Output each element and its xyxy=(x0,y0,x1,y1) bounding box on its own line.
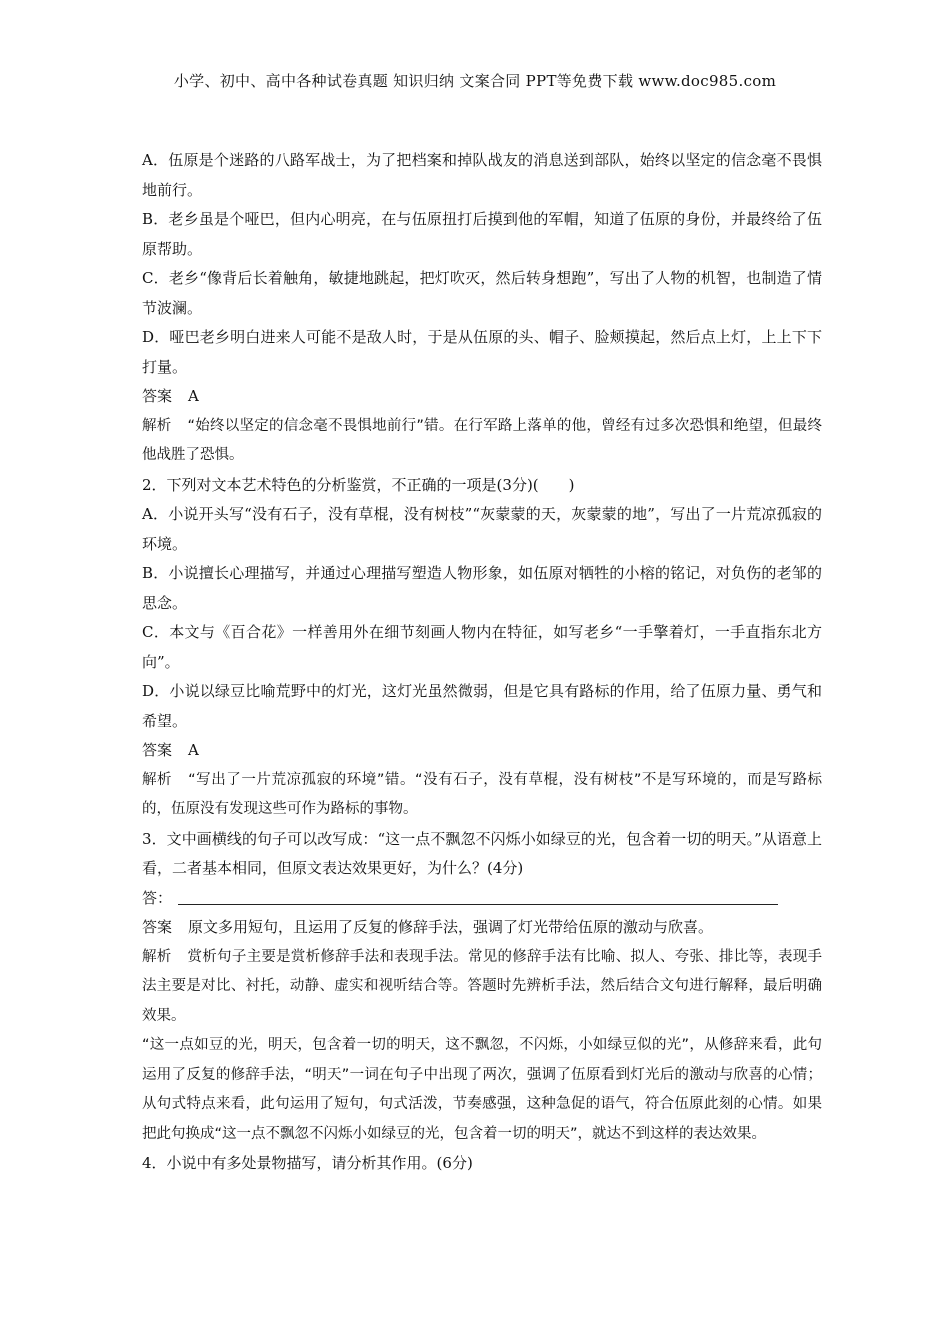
q2-answer xyxy=(142,736,822,766)
q3-answer-blank xyxy=(142,884,822,914)
analysis-label: 解析 xyxy=(142,948,172,965)
document-body xyxy=(142,146,822,1179)
q3-answer xyxy=(142,913,822,943)
answer-label: 答案 xyxy=(142,741,173,759)
analysis-text: 赏析句子主要是赏析修辞手法和表现手法。常见的修辞手法有比喻、拟人、夸张、排比等，表现手法主要是对比、衬托，动静、虚实和视听结合等。答题时先辨析手法，然后结合文句进行解释，最后明确效果。 xyxy=(142,948,823,1024)
answer-input-line[interactable] xyxy=(178,886,778,905)
q2-option-b: B．小说擅长心理描写，并通过心理描写塑造人物形象，如伍原对牺牲的小榕的铭记，对负伤的老邹的思念。 xyxy=(142,564,822,612)
q1-option-a: A．伍原是个迷路的八路军战士，为了把档案和掉队战友的消息送到部队，始终以坚定的信念毫不畏惧地前行。 xyxy=(142,151,822,199)
analysis-label: 解析 xyxy=(142,417,172,434)
analysis-text: “写出了一片荒凉孤寂的环境”错。“没有石子，没有草棍，没有树枝”不是写环境的，而是写路标的，伍原没有发现这些可作为路标的事物。 xyxy=(142,771,822,817)
analysis-text: “始终以坚定的信念毫不畏惧地前行”错。在行军路上落单的他，曾经有过多次恐惧和绝望，但最终他战胜了恐惧。 xyxy=(142,417,823,463)
q3-analysis-detail: “这一点如豆的光，明天，包含着一切的明天，这不飘忽，不闪烁，小如绿豆似的光”，从修辞来看，此句运用了反复的修辞手法，“明天”一词在句子中出现了两次，强调了伍原看到灯光后的激动与欣喜的心情；从句式特点来看，此句运用了短句，句式活泼，节奏感强，这种急促的语气，符合伍原此刻的心情。如果把此句换成“这一点不飘忽不闪烁小如绿豆的光，包含着一切的明天”，就达不到这样的表达效果。 xyxy=(142,1037,822,1142)
q2-option-a: A．小说开头写“没有石子，没有草棍，没有树枝”“灰蒙蒙的天，灰蒙蒙的地”，写出了一片荒凉孤寂的环境。 xyxy=(142,505,822,553)
q3-question: 3．文中画横线的句子可以改写成：“这一点不飘忽不闪烁小如绿豆的光，包含着一切的明天。”从语意上看，二者基本相同，但原文表达效果更好，为什么？(4分) xyxy=(142,829,822,877)
q2-option-c: C．本文与《百合花》一样善用外在细节刻画人物内在特征，如写老乡“一手擎着灯，一手直指东北方向”。 xyxy=(142,623,822,671)
answer-value: A xyxy=(188,741,199,759)
q2-option-d: D．小说以绿豆比喻荒野中的灯光，这灯光虽然微弱，但是它具有路标的作用，给了伍原力量、勇气和希望。 xyxy=(142,682,822,730)
analysis-label: 解析 xyxy=(142,771,173,788)
page-header: 小学、初中、高中各种试卷真题 知识归纳 文案合同 PPT等免费下载 www.doc985.com xyxy=(173,72,777,90)
answer-label: 答案 xyxy=(142,918,173,936)
q1-option-c: C．老乡“像背后长着触角，敏捷地跳起，把灯吹灭，然后转身想跑”，写出了人物的机智，也制造了情节波澜。 xyxy=(142,269,822,317)
q1-option-b: B．老乡虽是个哑巴，但内心明亮，在与伍原扭打后摸到他的军帽，知道了伍原的身份，并最终给了伍原帮助。 xyxy=(142,210,822,258)
answer-label: 答案 xyxy=(142,387,173,405)
q4-question: 4．小说中有多处景物描写，请分析其作用。(6分) xyxy=(142,1154,473,1172)
q1-option-d: D．哑巴老乡明白进来人可能不是敌人时，于是从伍原的头、帽子、脸颊摸起，然后点上灯，上上下下打量。 xyxy=(142,328,822,376)
q1-answer xyxy=(142,382,822,412)
q1-analysis xyxy=(142,412,822,471)
answer-prompt: 答： xyxy=(142,888,173,907)
answer-value: A xyxy=(188,387,199,405)
q2-question: 2．下列对文本艺术特色的分析鉴赏，不正确的一项是(3分)( ) xyxy=(142,475,575,494)
answer-value: 原文多用短句，且运用了反复的修辞手法，强调了灯光带给伍原的激动与欣喜。 xyxy=(188,918,714,936)
q2-analysis xyxy=(142,766,822,825)
q3-analysis xyxy=(142,943,822,1032)
